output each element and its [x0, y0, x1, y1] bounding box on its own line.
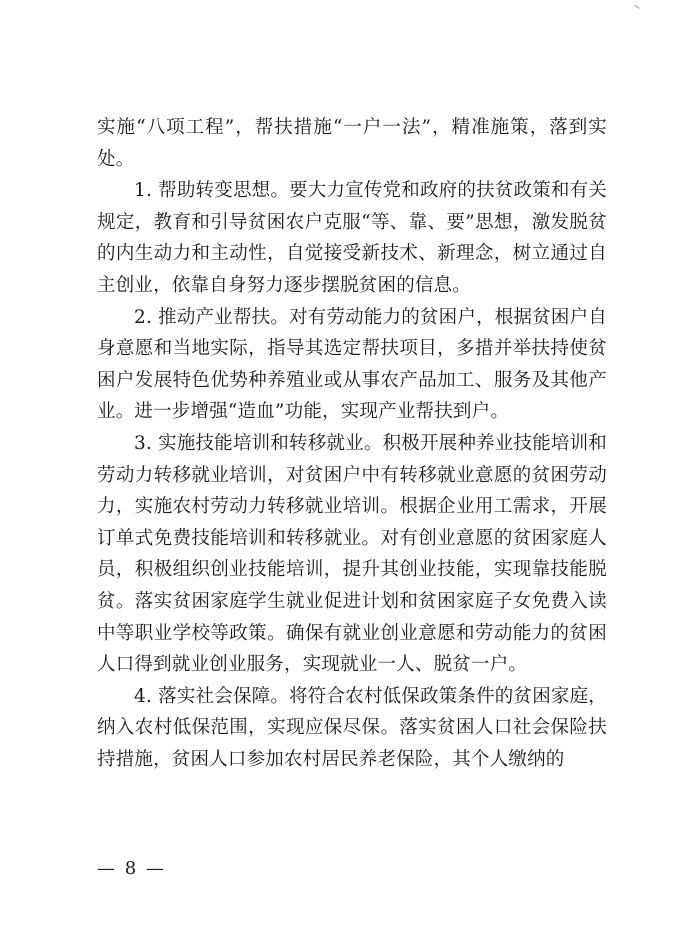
paragraph-item-4: 4. 落实社会保障。将符合农村低保政策条件的贫困家庭，纳入农村低保范围，实现应保尽保。落实贫困人口社会保险扶持措施，贫困人口参加农村居民养老保险，其个人缴纳的	[97, 685, 607, 770]
paragraph-continuation: 实施“八项工程”，帮扶措施“一户一法”，精准施策，落到实处。	[97, 117, 607, 170]
paragraph-item-2: 2. 推动产业帮扶。对有劳动能力的贫困户，根据贫困户自身意愿和当地实际，指导其选定帮扶项目，多措并举扶持使贫困户发展特色优势种养殖业或从事农产品加工、服务及其他产业。进一步增强“造血”功能，实现产业帮扶到户。	[97, 306, 607, 423]
paragraph-item-3: 3. 实施技能培训和转移就业。积极开展种养业技能培训和劳动力转移就业培训，对贫困户中有转移就业意愿的贫困劳动力，实施农村劳动力转移就业培训。根据企业用工需求，开展订单式免费技能培训和转移就业。对有创业意愿的贫困家庭人员，积极组织创业技能培训，提升其创业技能，实现靠技能脱贫。落实贫困家庭学生就业促进计划和贫困家庭子女免费入读中等职业学校等政策。确保有就业创业意愿和劳动能力的贫困人口得到就业创业服务，实现就业一人、脱贫一户。	[97, 432, 607, 676]
paragraph-item-1: 1. 帮助转变思想。要大力宣传党和政府的扶贫政策和有关规定，教育和引导贫困农户克服“等、靠、要”思想，激发脱贫的内生动力和主动性，自觉接受新技术、新理念，树立通过自主创业，依靠自身努力逐步摆脱贫困的信息。	[97, 180, 607, 296]
scan-corner-mark	[632, 5, 639, 12]
document-body	[97, 112, 607, 775]
page-number: — 8 —	[97, 858, 166, 879]
